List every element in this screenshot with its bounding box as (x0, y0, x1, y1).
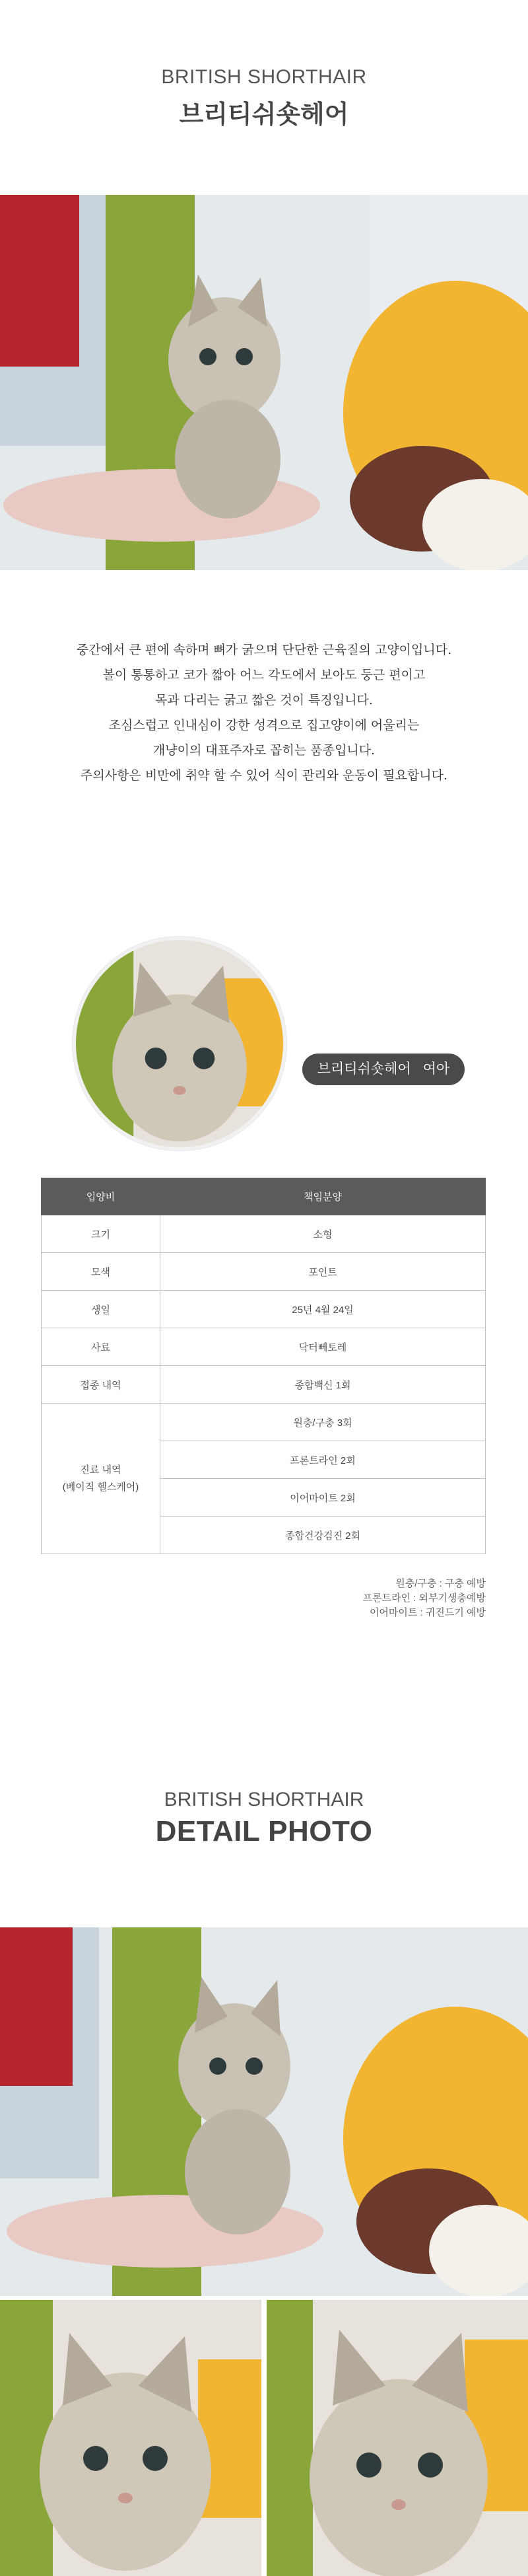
table-row (42, 1404, 486, 1441)
table-row (42, 1253, 486, 1291)
row-label: 크기 (42, 1215, 160, 1253)
header-title-ko: 브리티쉬숏헤어 (179, 101, 349, 129)
detail-title-big: DETAIL PHOTO (155, 1815, 373, 1847)
adoption-info-table (41, 1178, 486, 1554)
description-line: 목과 다리는 굵고 짧은 것이 특징입니다. (155, 693, 373, 707)
detail-photo-1 (0, 1927, 528, 2296)
note-line: 프론트라인 : 외부기생충예방 (362, 1592, 486, 1604)
note-line: 이어마이트 : 귀진드기 예방 (369, 1607, 486, 1618)
table-header-cell: 입양비 (42, 1178, 160, 1215)
header-title-en: BRITISH SHORTHAIR (161, 66, 367, 88)
name-badge (302, 1054, 465, 1085)
treatment-notes (363, 1577, 486, 1620)
row-value: 종합백신 1회 (160, 1366, 486, 1404)
page-header (0, 66, 528, 130)
row-value: 소형 (160, 1215, 486, 1253)
row-value: 25년 4월 24일 (160, 1291, 486, 1328)
row-value: 포인트 (160, 1253, 486, 1291)
row-label: 사료 (42, 1328, 160, 1366)
kitten-photo-icon (0, 2300, 261, 2576)
row-label: 접종 내역 (42, 1366, 160, 1404)
table-row (42, 1291, 486, 1328)
breed-label: 브리티쉬숏헤어 (317, 1061, 411, 1077)
treatment-item: 종합건강검진 2회 (160, 1517, 486, 1554)
treatment-item: 원충/구충 3회 (160, 1404, 486, 1441)
breed-description (0, 637, 528, 788)
treatment-label-line1: 진료 내역 (80, 1464, 121, 1476)
description-line: 주의사항은 비만에 취약 할 수 있어 식이 관리와 운동이 필요합니다. (81, 768, 447, 783)
sex-label: 여아 (422, 1061, 450, 1077)
description-line: 개냥이의 대표주자로 꼽히는 품종입니다. (152, 743, 376, 758)
treatment-item: 이어마이트 2회 (160, 1479, 486, 1517)
kitten-photo-icon (0, 1927, 528, 2296)
detail-header (0, 1789, 528, 1848)
main-kitten-photo (0, 195, 528, 570)
row-label: 모색 (42, 1253, 160, 1291)
table-header-row (42, 1178, 486, 1215)
table-row (42, 1366, 486, 1404)
treatment-label (42, 1404, 160, 1554)
table-header-cell: 책임분양 (160, 1178, 486, 1215)
detail-title-en: BRITISH SHORTHAIR (164, 1789, 364, 1810)
kitten-avatar-icon (76, 940, 283, 1147)
kitten-photo-icon (267, 2300, 528, 2576)
table-row (42, 1215, 486, 1253)
treatment-item: 프론트라인 2회 (160, 1441, 486, 1479)
table-row (42, 1328, 486, 1366)
detail-photo-3 (267, 2300, 528, 2576)
kitten-avatar (73, 937, 286, 1151)
kitten-photo-icon (0, 195, 528, 570)
description-line: 중간에서 큰 편에 속하며 뼈가 굵으며 단단한 근육질의 고양이입니다. (76, 643, 452, 657)
detail-photo-2 (0, 2300, 261, 2576)
description-line: 조심스럽고 인내심이 강한 성격으로 집고양이에 어울리는 (108, 718, 420, 733)
row-value: 닥터뻬토레 (160, 1328, 486, 1366)
description-line: 볼이 통통하고 코가 짧아 어느 각도에서 보아도 둥근 편이고 (102, 668, 426, 682)
note-line: 원충/구충 : 구충 예방 (395, 1578, 486, 1589)
row-label: 생일 (42, 1291, 160, 1328)
treatment-label-line2: (베이직 헬스케어) (62, 1481, 139, 1493)
